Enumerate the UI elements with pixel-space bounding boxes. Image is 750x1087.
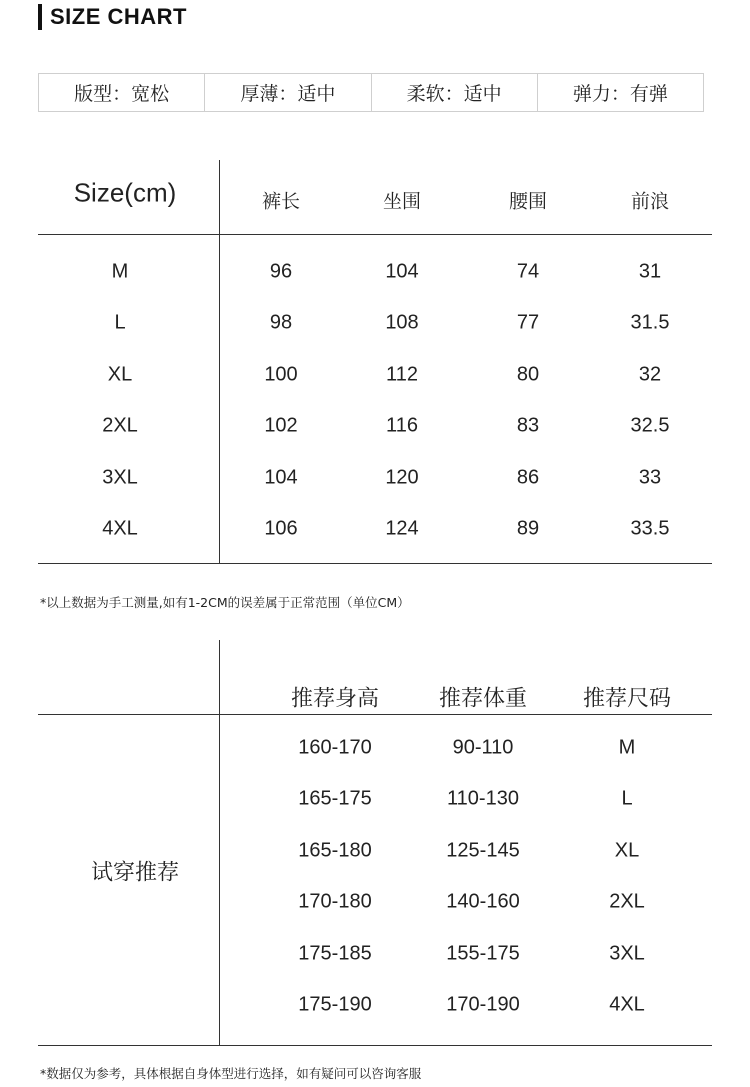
size-table-divider-bottom — [38, 563, 712, 564]
size-column-header: 坐围 — [382, 190, 422, 213]
recommend-table-note: *数据仅为参考，具体根据自身体型进行选择，如有疑问可以咨询客服 — [40, 1066, 422, 1081]
header-accent-bar — [38, 4, 42, 30]
recommend-column-header: 推荐体重 — [438, 686, 528, 712]
recommend-table-cell: 175-190 — [298, 993, 372, 1016]
product-attributes — [38, 73, 704, 112]
size-table-cell: 116 — [386, 414, 418, 437]
size-table-cell: 77 — [516, 311, 540, 334]
recommend-table-cell: 165-180 — [298, 839, 372, 862]
recommend-table-cell: 125-145 — [446, 839, 520, 862]
size-table-divider-vertical — [219, 160, 220, 563]
size-row-label: L — [114, 311, 126, 334]
recommend-column-header: 推荐身高 — [290, 686, 380, 712]
recommend-table-cell: XL — [614, 839, 640, 862]
recommend-side-label: 试穿推荐 — [90, 860, 180, 886]
size-table-divider-header — [38, 234, 712, 235]
recommend-table-cell: 175-185 — [298, 942, 372, 965]
page-title: SIZE CHART — [50, 4, 187, 29]
recommend-table-divider-vertical — [219, 640, 220, 1045]
size-table-cell: 124 — [385, 517, 419, 540]
size-table-cell: 108 — [385, 311, 419, 334]
size-table-cell: 96 — [269, 260, 293, 283]
recommend-table-cell: 170-180 — [298, 890, 372, 913]
size-table-cell: 83 — [516, 414, 540, 437]
size-table-cell: 33.5 — [630, 517, 670, 540]
size-table-cell: 86 — [516, 466, 540, 489]
size-table-cell: 89 — [516, 517, 540, 540]
size-table-cell: 112 — [386, 363, 418, 386]
size-chart-header — [38, 3, 187, 31]
attribute-fit: 版型：宽松 — [39, 74, 205, 111]
attribute-elasticity: 弹力：有弹 — [572, 83, 668, 105]
recommend-table-cell: 90-110 — [452, 736, 514, 759]
recommend-table-cell: 3XL — [609, 942, 645, 965]
size-row-label: 2XL — [102, 414, 138, 437]
recommend-table-cell: 165-175 — [298, 787, 372, 810]
size-table-note: *以上数据为手工测量,如有1-2CM的误差属于正常范围（单位CM） — [40, 595, 410, 610]
size-table-cell: 100 — [264, 363, 298, 386]
size-table-cell: 98 — [269, 311, 293, 334]
size-row-label: 3XL — [102, 466, 138, 489]
size-table-cell: 33 — [638, 466, 662, 489]
size-column-header: 裤长 — [261, 190, 301, 213]
size-table-cell: 104 — [264, 466, 298, 489]
recommend-table-cell: 170-190 — [446, 993, 520, 1016]
size-row-label: M — [111, 260, 129, 283]
size-table-cell: 32.5 — [630, 414, 670, 437]
recommend-table-cell: 140-160 — [446, 890, 520, 913]
size-row-label: XL — [107, 363, 133, 386]
size-table-cell: 80 — [516, 363, 540, 386]
recommend-table-cell: 4XL — [609, 993, 645, 1016]
size-table-cell: 120 — [385, 466, 419, 489]
size-row-label: 4XL — [102, 517, 138, 540]
recommend-table-cell: 155-175 — [446, 942, 520, 965]
size-table-cell: 102 — [264, 414, 298, 437]
size-table-cell: 32 — [638, 363, 662, 386]
size-column-header: 前浪 — [630, 190, 670, 213]
recommend-table-divider-header — [38, 714, 712, 715]
recommend-column-header: 推荐尺码 — [582, 686, 672, 712]
size-table-cell: 106 — [264, 517, 298, 540]
size-column-header: 腰围 — [508, 190, 548, 213]
recommend-table-cell: M — [618, 736, 636, 759]
recommend-table-cell: 110-130 — [447, 787, 519, 810]
size-table-corner-label: Size(cm) — [73, 177, 177, 208]
recommend-table-cell: 160-170 — [298, 736, 372, 759]
attribute-softness: 柔软：适中 — [372, 74, 538, 111]
recommend-table-cell: L — [621, 787, 633, 810]
size-table-cell: 104 — [385, 260, 419, 283]
size-table-cell: 31.5 — [630, 311, 670, 334]
size-table-cell: 74 — [516, 260, 540, 283]
size-table-cell: 31 — [638, 260, 662, 283]
attribute-thickness: 厚薄：适中 — [205, 74, 371, 111]
recommend-table-divider-bottom — [38, 1045, 712, 1046]
recommend-table-cell: 2XL — [609, 890, 645, 913]
